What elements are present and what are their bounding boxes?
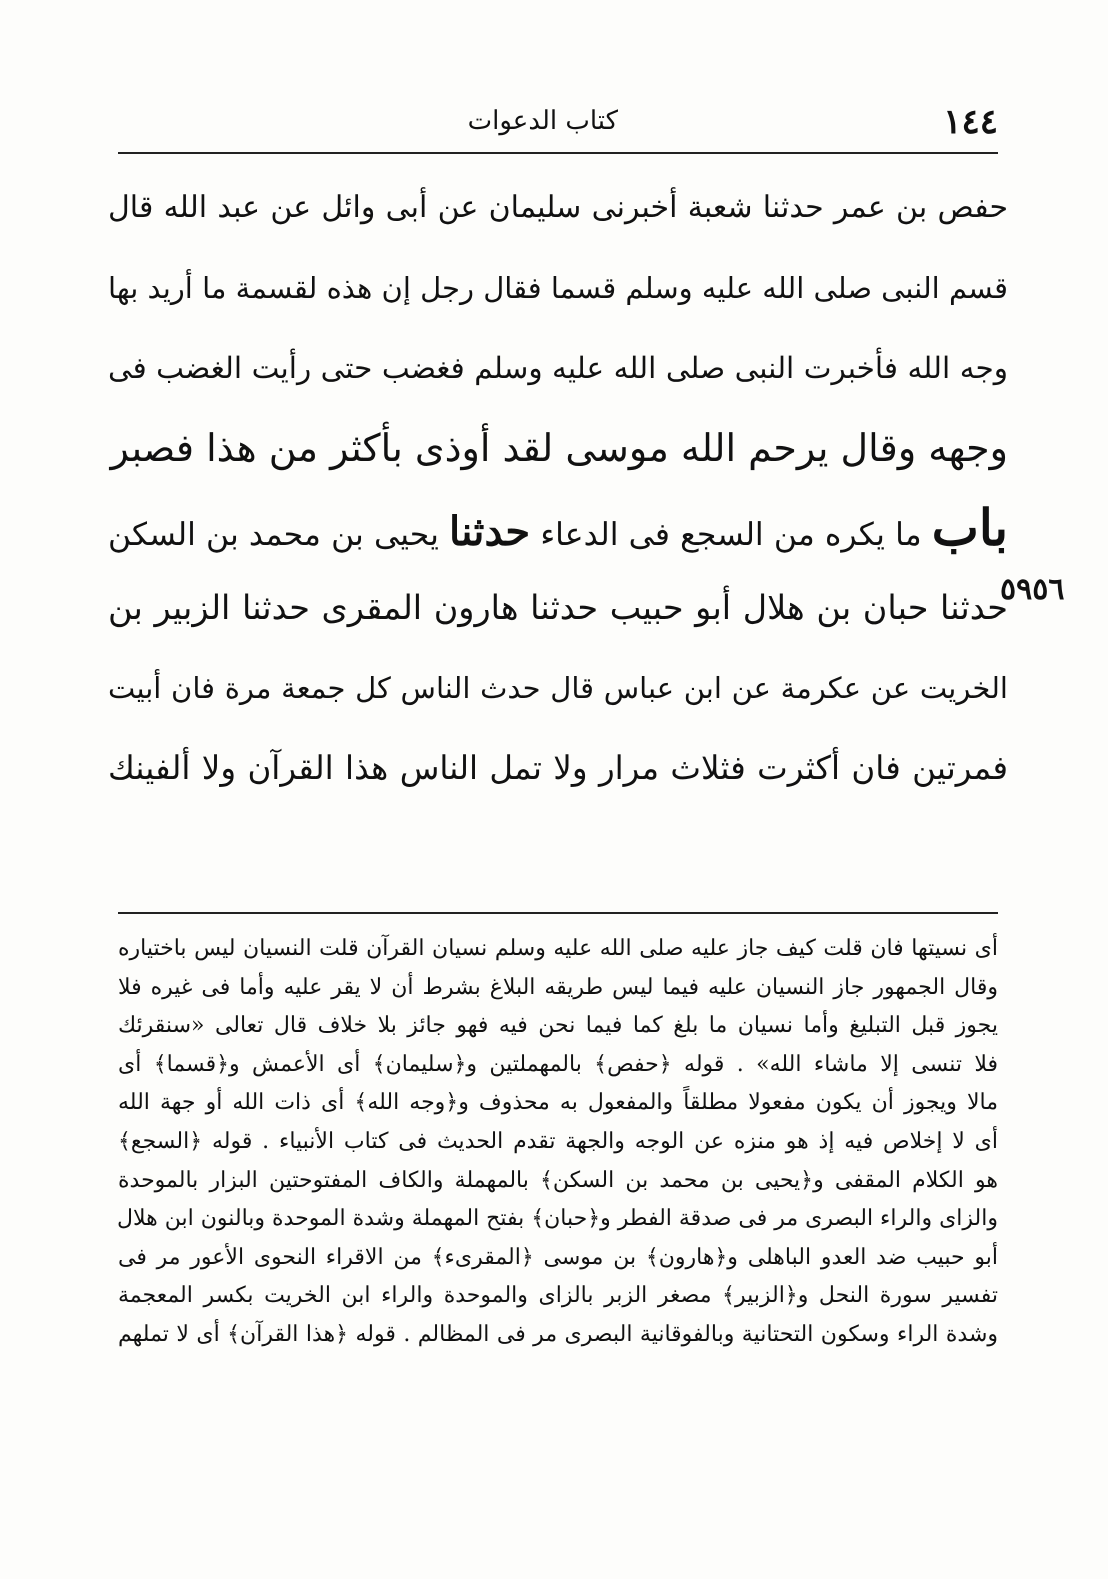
bab-heading-line [108,488,1008,568]
text-line: فمرتين فان أكثرت فثلاث مرار ولا تمل الناس هذا القرآن ولا ألفينك [108,749,1008,787]
header-rule [118,152,998,154]
text-line: حدثنا حبان بن هلال أبو حبيب حدثنا هارون المقرى حدثنا الزبير بن [108,588,1008,627]
note-line: تفسير سورة النحل و﴿الزبير﴾ مصغر الزبر بالزاى والموحدة والراء ابن الخريت بكسر المعجمة [118,1283,998,1309]
book-title: كتاب الدعوات [467,106,618,136]
note-line: مالا ويجوز أن يكون مفعولا مطلقاً والمفعول به محذوف و﴿وجه الله﴾ أى ذات الله أو جهة الله [118,1090,998,1116]
hadith-number: ٥٩٥٦ [1000,572,1065,607]
text-line: وجهه وقال يرحم الله موسى لقد أوذى بأكثر من هذا فصبر [110,426,1008,470]
note-line: هو الكلام المقفى و﴿يحيى بن محمد بن السكن﴾ بالمهملة والكاف المفتوحتين البزار بالموحدة [118,1167,998,1193]
note-line: أى لا إخلاص فيه إذ هو منزه عن الوجه والجهة تقدم الحديث فى كتاب الأنبياء . قوله ﴿السجع﴾ [118,1128,998,1154]
text-line: الخريت عن عكرمة عن ابن عباس قال حدث الناس كل جمعة مرة فان أبيت [108,671,1008,705]
bab-title: ما يكره من السجع فى الدعاء [540,517,922,553]
note-line: وشدة الراء وسكون التحتانية وبالفوقانية البصرى مر فى المظالم . قوله ﴿هذا القرآن﴾ أى لا تملهم [118,1321,998,1347]
hadith-text [108,168,1008,808]
note-line: أبو حبيب ضد العدو الباهلى و﴿هارون﴾ بن موسى ﴿المقرىء﴾ من الاقراء النحوى الأعور مر فى [118,1244,998,1270]
note-line: أى نسيتها فان قلت كيف جاز عليه صلى الله عليه وسلم نسيان القرآن قلت النسيان ليس باختياره [118,936,998,961]
note-line: وقال الجمهور جاز النسيان عليه فيما ليس طريقه البلاغ بشرط أن لا يقر عليه وأما فى غيره فلا [118,974,998,1000]
text-line: قسم النبى صلى الله عليه وسلم قسما فقال رجل إن هذه لقسمة ما أريد بها [108,271,1008,305]
page-number: ١٤٤ [943,102,998,142]
footnote-rule [118,912,998,914]
haddathana-marker: حدثنا [449,508,531,555]
page-header [118,100,998,150]
text-line: وجه الله فأخبرت النبى صلى الله عليه وسلم فغضب حتى رأيت الغضب فى [108,351,1008,385]
text-line: حفص بن عمر حدثنا شعبة أخبرنى سليمان عن أبى وائل عن عبد الله قال [108,190,1008,225]
commentary-notes [118,930,998,1355]
narrator-name: يحيى بن محمد بن السكن [108,517,439,553]
note-line: يجوز قبل التبليغ وأما نسيان ما بلغ كما فيما نحن فيه فهو جائز بلا خلاف قال تعالى «سنقرئك [118,1013,998,1039]
note-line: والزاى والراء البصرى مر فى صدقة الفطر و﴿حبان﴾ بفتح المهملة وشدة الموحدة وبالنون ابن هلال [117,1206,998,1232]
bab-label: باب [931,498,1009,557]
note-line: فلا تنسى إلا ماشاء الله» . قوله ﴿حفص﴾ بالمهملتين و﴿سليمان﴾ أى الأعمش و﴿قسما﴾ أى [118,1051,998,1077]
